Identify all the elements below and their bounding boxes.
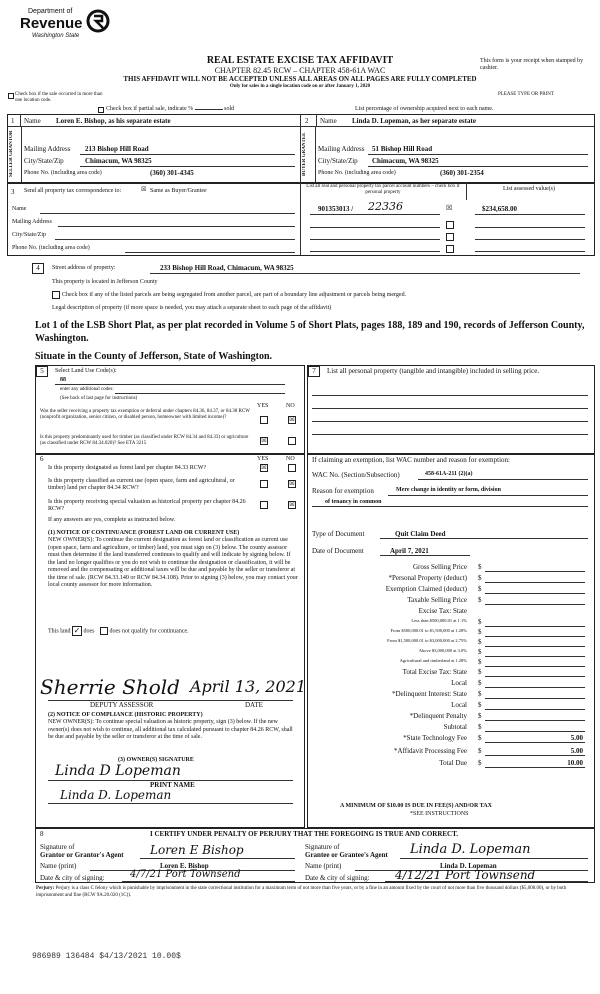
grantor-sig-label2: Grantor or Grantor's Agent — [40, 851, 124, 859]
doc-date-label: Date of Document — [312, 547, 364, 555]
buyer-mailing[interactable]: 51 Bishop Hill Road — [372, 145, 433, 153]
segregated-checkbox[interactable] — [52, 291, 60, 299]
tax-dollar-sign: $ — [478, 668, 482, 676]
does-not-label: does not qualify for continuance. — [109, 628, 189, 635]
grantee-signature: Linda D. Lopeman — [410, 842, 531, 857]
seller-side-label: SELLER GRANTOR — [9, 130, 14, 178]
street-line — [150, 273, 580, 274]
tax-dollar-sign: $ — [478, 574, 482, 582]
grantee-sig-line — [400, 858, 588, 859]
wac-number[interactable]: 458-61A-211 (2)(a) — [425, 471, 473, 477]
doc-date[interactable]: April 7, 2021 — [390, 547, 429, 555]
land-use-line — [55, 384, 285, 385]
grantee-sig-label1: Signature of — [305, 843, 340, 851]
located-in-county: This property is located in Jefferson County — [52, 279, 158, 285]
tax-label-tier2: From $500,000.01 to $1,500,000 at 1.28% — [390, 628, 467, 633]
does-not-checkbox[interactable] — [100, 627, 108, 635]
tax-label-personal: *Personal Property (deduct) — [388, 574, 467, 582]
section3-divider — [300, 182, 301, 255]
tax-value-affidavit-fee[interactable]: 5.00 — [570, 747, 583, 755]
section7-line-1 — [312, 395, 588, 396]
wac-line — [418, 479, 588, 480]
tax-value-line — [485, 604, 585, 605]
grantor-date-line — [122, 881, 295, 882]
assessed-line-3 — [475, 239, 585, 240]
tax-label-tier5: Agricultural and timberland at 1.28% — [399, 658, 467, 663]
tax-value-line — [485, 698, 585, 699]
tax-value-line — [485, 720, 585, 721]
parcel-line-1 — [310, 214, 440, 215]
grantee-name[interactable]: Linda D. Lopeman — [440, 862, 497, 870]
section5-number: 5 — [36, 366, 48, 377]
tax-dollar-sign: $ — [478, 734, 482, 742]
buyer-num-divider — [316, 114, 317, 126]
reason-line2[interactable]: of tenancy in common — [325, 499, 382, 505]
tax-dollar-sign: $ — [478, 618, 482, 626]
tax-value-line — [485, 582, 585, 583]
tax-value-line — [485, 687, 585, 688]
tax-value-line — [485, 755, 585, 756]
partial-sale-text: Check box if partial sale, indicate % — [106, 106, 194, 112]
section3-phone-label: Phone No. (including area code) — [12, 245, 90, 251]
assessed-line-2 — [475, 227, 585, 228]
buyer-name-label: Name — [320, 117, 337, 125]
print-name-line — [48, 803, 293, 804]
tax-dollar-sign: $ — [478, 563, 482, 571]
ownership-note: List percentage of ownership acquired next to each name. — [355, 106, 494, 112]
buyer-city-label: City/State/Zip — [318, 157, 358, 165]
doc-type-label: Type of Document — [312, 530, 365, 538]
buyer-mailing-label: Mailing Address — [318, 145, 365, 153]
tax-label-subtotal: Subtotal — [443, 723, 467, 731]
form-title: REAL ESTATE EXCISE TAX AFFIDAVIT — [206, 55, 394, 66]
seller-phone[interactable]: (360) 301-4345 — [150, 169, 194, 177]
land-use-code[interactable]: 88 — [60, 377, 66, 383]
continuance-title: (1) NOTICE OF CONTINUANCE (FOREST LAND OR CURRENT USE) — [48, 530, 240, 536]
tax-label-taxable: Taxable Selling Price — [407, 596, 467, 604]
see-back: (See back of last page for instructions) — [60, 396, 138, 401]
multi-location-label: Check box if the sale occurred in more than one location code. — [15, 92, 103, 103]
buyer-phone-label: Phone No. (including area code) — [318, 170, 396, 176]
tax-value-line — [485, 593, 585, 594]
grantee-date-city: 4/12/21 Port Townsend — [395, 868, 536, 882]
s5-yes-header: YES — [257, 403, 269, 409]
dor-logo-dept: Department of — [28, 8, 73, 15]
section3-same-as: Same as Buyer/Grantee — [150, 188, 207, 194]
multi-location-checkbox[interactable] — [8, 93, 14, 99]
segregated-label: Check box if any of the listed parcels are being segregated from another parcel, are part of a boundary line adjustment or parcels being merged. — [62, 292, 407, 298]
s5-q2: Is this property predominantly used for timber (as classified under RCW 84.34 and 84.33) or agriculture (as classified under RCW 84.34.020)? See ETA 3215 — [40, 435, 249, 446]
tax-label-tier4: Above $3,000,000 at 3.0% — [418, 648, 467, 653]
parcel-line-4 — [310, 251, 440, 252]
s6-yes-header: YES — [257, 456, 269, 462]
section7-box — [307, 365, 595, 455]
s5-q2-no[interactable] — [288, 437, 296, 445]
section3-mailing-label: Mailing Address — [12, 219, 52, 225]
tax-value-line — [485, 742, 585, 743]
street-label: Street address of property: — [52, 265, 116, 271]
print-name-label: PRINT NAME — [150, 781, 195, 789]
parcel-line-2 — [310, 227, 440, 228]
s6-q3-yes[interactable] — [260, 501, 268, 509]
assessed-header: List assessed value(s) — [503, 186, 555, 192]
parcel-personal-mark[interactable]: ☒ — [446, 204, 453, 212]
tax-value-line — [485, 676, 585, 677]
seller-mailing-label: Mailing Address — [24, 145, 71, 153]
grantor-sig-line — [140, 858, 295, 859]
grantee-name-label: Name (print) — [305, 862, 342, 870]
buyer-side-divider — [315, 126, 316, 182]
tax-dollar-sign: $ — [478, 628, 482, 636]
minimum-due: A MINIMUM OF $10.00 IS DUE IN FEE(S) AND/OR TAX — [340, 803, 492, 809]
tax-dollar-sign: $ — [478, 658, 482, 666]
buyer-number: 2 — [305, 117, 309, 125]
buyer-city-line — [368, 166, 588, 167]
s5-q1-no[interactable]: ☒ — [289, 417, 295, 423]
reason-line1[interactable]: Mere change in identity or form, division — [396, 487, 501, 493]
grantor-name[interactable]: Loren E. Bishop — [160, 862, 209, 870]
tax-value-total-due[interactable]: 10.00 — [567, 759, 583, 767]
tax-label-local2: Local — [451, 701, 467, 709]
section3-phone-line — [125, 252, 295, 253]
seller-city-label: City/State/Zip — [24, 157, 64, 165]
wac-label: WAC No. (Section/Subsection) — [312, 471, 400, 479]
seller-name[interactable]: Loren E. Bishop, as his separate estate — [56, 117, 171, 125]
tax-value-line — [485, 636, 585, 637]
tax-label-affidavit-fee: *Affidavit Processing Fee — [394, 747, 467, 755]
tax-value-line — [485, 571, 585, 572]
does-label: does — [83, 628, 95, 635]
owner-sig-label: (3) OWNER(S) SIGNATURE — [118, 757, 194, 763]
buyer-phone[interactable]: (360) 301-2354 — [440, 169, 484, 177]
exemption-claim-label: If claiming an exemption, list WAC number and reason for exemption: — [312, 456, 510, 464]
tax-label-gross: Gross Selling Price — [412, 563, 467, 571]
s6-q3: Is this property receiving special valuation as historical property per chapter 84.26 RCW? — [48, 499, 246, 512]
tax-value-tech-fee[interactable]: 5.00 — [570, 734, 583, 742]
dor-logo-state: Washington State — [32, 33, 80, 39]
assessed-line-1 — [475, 214, 585, 215]
tax-label-tier3: From $1,500,000.01 to $3,000,000 at 2.75% — [387, 638, 467, 643]
tax-dollar-sign: $ — [478, 723, 482, 731]
tax-dollar-sign: $ — [478, 690, 482, 698]
grantee-sig-label2: Grantee or Grantee's Agent — [305, 851, 388, 859]
s6-no-header: NO — [286, 456, 295, 462]
tax-dollar-sign: $ — [478, 638, 482, 646]
section4-number: 4 — [32, 263, 44, 274]
s6-q1-yes[interactable]: ☒ — [261, 465, 267, 471]
tax-dollar-sign: $ — [478, 596, 482, 604]
does-checkbox[interactable]: ✓ — [73, 626, 81, 635]
grantee-date-line — [385, 881, 588, 882]
perjury-label: Perjury: — [36, 886, 55, 891]
seller-mailing-line — [80, 154, 295, 155]
parcel-number[interactable]: 901353013 / — [318, 205, 354, 213]
seller-num-divider — [20, 114, 21, 126]
parcel-handwritten: 22336 — [368, 200, 403, 213]
grantor-sig-label1: Signature of — [40, 843, 75, 851]
parcel-line-3 — [310, 239, 440, 240]
historic-text: NEW OWNER(S): To continue special valuation as historic property, sign (3) below. If the new owner(s) does not wish to continue, all additional tax calculated pursuant to chapter 84.26 RCW, shall be due and payable by the seller or transferor at the time of sale. — [48, 719, 293, 740]
buyer-name[interactable]: Linda D. Lopeman, as her separate estate — [352, 117, 476, 125]
tax-label-penalty: *Delinquent Penalty — [409, 712, 467, 720]
tax-value-line — [485, 646, 585, 647]
seller-side-divider — [21, 126, 22, 182]
see-instructions: *SEE INSTRUCTIONS — [410, 811, 469, 817]
historic-title: (2) NOTICE OF COMPLIANCE (HISTORIC PROPERTY) — [48, 712, 203, 718]
s5-no-header: NO — [286, 403, 295, 409]
reason-label: Reason for exemption — [312, 487, 374, 495]
parties-row-line — [7, 126, 594, 127]
seller-name-label: Name — [24, 117, 41, 125]
seller-mailing[interactable]: 213 Bishop Hill Road — [85, 145, 149, 153]
tax-value-line — [485, 626, 585, 627]
s5-q2-yes[interactable]: ☒ — [261, 438, 267, 444]
s6-q2-no[interactable]: ☒ — [289, 481, 295, 487]
tax-label-tech-fee: *State Technology Fee — [403, 734, 467, 742]
section7-line-3 — [312, 421, 588, 422]
s5-q1: Was the seller receiving a property tax exemption or deferral under chapters 84.36, 84.37, or 84.38 RCW (nonprofit organization, senior citizen, or disabled person, homeowner with limited income)? — [40, 409, 250, 420]
s6-q2: Is this property classified as current use (open space, farm and agricultural, or timber) land per chapter 84.34 RCW? — [48, 478, 235, 491]
s6-q1: Is this property designated as forest land per chapter 84.33 RCW? — [48, 465, 207, 471]
doc-date-line — [380, 555, 470, 556]
assessed-value[interactable]: $234,658.00 — [482, 205, 517, 213]
recording-stamp: 986989 136484 $4/13/2021 10.00$ — [32, 952, 181, 961]
legal-description-label: Legal description of property (if more space is needed, you may attach a separate sheet to each page of the affidavit) — [52, 305, 332, 311]
section3-name-line — [40, 213, 295, 214]
buyer-side-label: BUYER GRANTEE — [302, 132, 307, 176]
reason-line-2 — [312, 506, 588, 507]
tax-dollar-sign: $ — [478, 759, 482, 767]
tax-value-line — [485, 666, 585, 667]
grantee-date-label: Date & city of signing: — [305, 874, 370, 882]
buyer-mailing-line — [368, 154, 588, 155]
legal-description[interactable]: Lot 1 of the LSB Short Plat, as per plat recorded in Volume 5 of Short Plats, pages 188, 189 and 190, records of Jefferson County, Washington. — [35, 320, 585, 344]
seller-phone-label: Phone No. (including area code) — [24, 170, 102, 176]
dor-logo — [18, 6, 128, 52]
please-type: PLEASE TYPE OR PRINT — [498, 92, 554, 97]
reason-line-1 — [388, 495, 588, 496]
parties-divider — [300, 114, 301, 183]
perjury-text: Perjury is a class C felony which is punishable by imprisonment in the state correctional institution for a maximum term of not more than five years, or by a fine in an amount fixed by the court of not more than five thousand dollars ($5,000.00), or by both imprisonment and fine (RCW 9A.20.020 (1C)). — [36, 886, 567, 898]
perjury-statement — [36, 885, 592, 899]
tax-value-line — [485, 656, 585, 657]
doc-type-line — [380, 538, 588, 539]
section3-mailing-line — [58, 226, 295, 227]
situate-statement[interactable]: Situate in the County of Jefferson, State of Washington. — [35, 351, 273, 362]
street-address[interactable]: 233 Bishop Hill Road, Chimacum, WA 98325 — [160, 264, 294, 272]
form-subtitle: CHAPTER 82.45 RCW – CHAPTER 458-61A WAC — [214, 66, 386, 75]
section8-number: 8 — [40, 830, 44, 838]
grantor-date-label: Date & city of signing: — [40, 874, 105, 882]
section7-number: 7 — [308, 366, 320, 377]
tax-label-total-due: Total Due — [439, 759, 467, 767]
s6-if-yes: If any answers are yes, complete as instructed below. — [48, 517, 176, 523]
tax-label-excise-state: Excise Tax: State — [418, 607, 467, 615]
grantor-signature: Loren E Bishop — [150, 843, 244, 857]
assessor-signature: Sherrie Shold — [40, 675, 180, 699]
tax-dollar-sign: $ — [478, 747, 482, 755]
assessed-line-4 — [475, 251, 585, 252]
section3-number: 3 — [11, 188, 15, 196]
section6-number: 6 — [40, 455, 44, 463]
grantor-name-label: Name (print) — [40, 862, 77, 870]
parcel-personal-checkbox-2[interactable] — [446, 221, 454, 229]
section3-city-line — [55, 239, 295, 240]
receipt-note: This form is your receipt when stamped by cashier. — [480, 58, 584, 71]
section3-same-mark[interactable]: ☒ — [141, 187, 147, 193]
dor-logo-revenue: Revenue — [20, 15, 83, 32]
additional-codes-label: enter any additional codes: — [60, 387, 114, 392]
land-use-label: Select Land Use Code(s): — [55, 368, 117, 374]
section3-city-label: City/State/Zip — [12, 232, 46, 238]
tax-dollar-sign: $ — [478, 701, 482, 709]
parcel-personal-checkbox-3[interactable] — [446, 233, 454, 241]
section7-line-2 — [312, 408, 588, 409]
form-only-for: Only for sales in a single location code on or after January 1, 2020 — [229, 84, 371, 89]
owner-print-name: Linda D. Lopeman — [60, 788, 172, 802]
tax-value-line — [485, 767, 585, 768]
tax-label-exemption-claimed: Exemption Claimed (deduct) — [385, 585, 467, 593]
tax-label-tier1: Less than $500,000.01 at 1.1% — [411, 618, 467, 623]
continuance-text: NEW OWNER(S): To continue the current designation as forest land or classification as current use (open space, farm and agriculture, or timber) land, you must sign on (3) below. The county assessor must then determine if the land transferred continues to qualify and will indicate by signing below. If the land no longer qualifies or you do not wish to continue the designation or classification, it will be removed and the compensating or additional taxes will be due and payable by the seller or transferor at the time of sale. (RCW 84.33.140 or RCW 84.34.108). Prior to signing (3) below, you may contact your local county assessor for more information. — [48, 537, 298, 588]
section7-line-4 — [312, 434, 588, 435]
section3-name-label: Name — [12, 206, 27, 212]
grantor-date-city: 4/7/21 Port Townsend — [130, 869, 241, 880]
additional-codes-line — [115, 393, 285, 394]
this-land-row — [48, 626, 189, 636]
parcel-personal-checkbox-4[interactable] — [446, 245, 454, 253]
owner-signature: Linda D Lopeman — [55, 763, 181, 779]
partial-sale-label — [106, 106, 234, 113]
assessor-date: April 13, 2021 — [190, 677, 307, 696]
s6-q1-no[interactable] — [288, 464, 296, 472]
doc-type[interactable]: Quit Claim Deed — [395, 530, 446, 538]
seller-city[interactable]: Chimacum, WA 98325 — [85, 157, 152, 165]
tax-value-line — [485, 731, 585, 732]
seller-city-line — [80, 166, 295, 167]
assessor-date-label: DATE — [245, 701, 263, 709]
this-land-label: This land — [48, 628, 71, 635]
s5-q1-yes[interactable] — [260, 416, 268, 424]
s6-q3-no[interactable]: ☒ — [289, 502, 295, 508]
accounts-col-divider — [466, 182, 467, 200]
s6-q2-yes[interactable] — [260, 480, 268, 488]
certify-statement: I CERTIFY UNDER PENALTY OF PERJURY THAT THE FOREGOING IS TRUE AND CORRECT. — [150, 830, 459, 838]
tax-value-line — [485, 709, 585, 710]
accounts-header: List all real and personal property tax parcel account numbers – check box if personal property — [306, 184, 460, 195]
partial-sale-checkbox[interactable] — [98, 107, 104, 113]
partial-sale-percent[interactable] — [195, 109, 223, 110]
section3-label: Send all property tax correspondence to: — [24, 188, 122, 194]
tax-dollar-sign: $ — [478, 712, 482, 720]
seller-number: 1 — [11, 117, 15, 125]
buyer-city[interactable]: Chimacum, WA 98325 — [372, 157, 439, 165]
section7-text: List all personal property (tangible and intangible) included in selling price. — [327, 367, 540, 375]
form-notice: THIS AFFIDAVIT WILL NOT BE ACCEPTED UNLESS ALL AREAS ON ALL PAGES ARE FULLY COMPLETED — [123, 75, 477, 83]
partial-sale-sold: sold — [224, 106, 235, 112]
tax-label-delinquent-interest: *Delinquent Interest: State — [391, 690, 467, 698]
tax-dollar-sign: $ — [478, 648, 482, 656]
deputy-assessor-label: DEPUTY ASSESSOR — [90, 701, 154, 709]
tax-label-local: Local — [451, 679, 467, 687]
tax-dollar-sign: $ — [478, 679, 482, 687]
dor-logo-mark-icon — [86, 8, 110, 34]
tax-dollar-sign: $ — [478, 585, 482, 593]
tax-label-total-excise: Total Excise Tax: State — [402, 668, 467, 676]
